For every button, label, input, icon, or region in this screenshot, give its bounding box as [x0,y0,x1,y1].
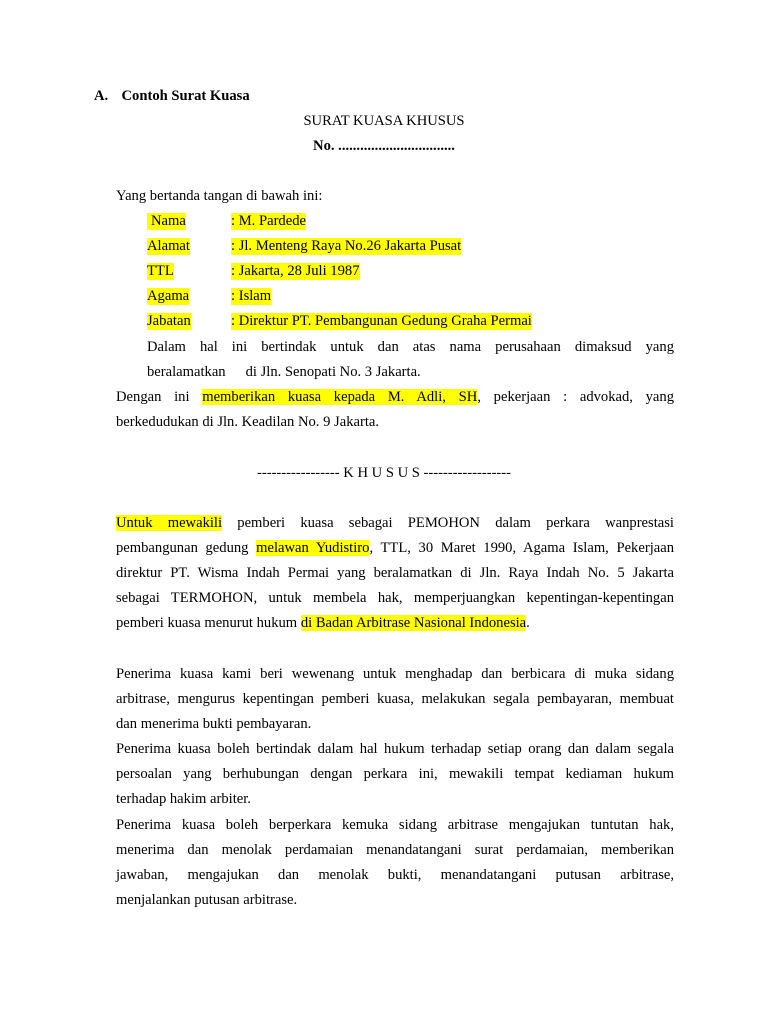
field-value: : M. Pardede [231,213,306,229]
grant-line-1 [116,389,674,406]
section-title: Contoh Surat Kuasa [121,88,250,104]
field-label: Alamat [147,238,190,254]
para1-line-1: Penerima kuasa kami beri wewenang untuk menghadap dan berbicara di muka sidang [116,666,674,682]
para2-line-3: terhadap hakim arbiter. [116,791,251,807]
para3-line-4: menjalankan putusan arbitrase. [116,892,298,908]
special-line-4: sebagai TERMOHON, untuk membela hak, memperjuangkan kepentingan-kepentingan [116,590,674,606]
special-line-3: direktur PT. Wisma Indah Permai yang beralamatkan di Jln. Raya Indah No. 5 Jakarta [116,565,674,581]
acting-line-2a: beralamatkan [147,364,226,380]
acting-line-2 [147,364,421,381]
acting-line-2b: di Jln. Senopati No. 3 Jakarta. [245,364,421,380]
section-letter: A. [94,88,109,104]
para3-line-3: jawaban, mengajukan dan menolak bukti, menandatangani putusan arbitrase, [116,867,674,883]
special-text: pembangunan gedung [116,540,249,556]
special-text: . [526,615,530,631]
para2-line-1: Penerima kuasa boleh bertindak dalam hal hukum terhadap setiap orang dan dalam segala [116,741,674,757]
field-label: Agama [147,288,190,304]
grant-highlight: memberikan kuasa kepada M. Adli, SH [202,389,478,405]
field-value: : Islam [231,288,272,304]
para1-line-2: arbitrase, mengurus kepentingan pemberi kuasa, melakukan segala pembayaran, membuat [116,691,674,707]
special-line-5 [116,615,530,632]
para1-line-3: dan menerima bukti pembayaran. [116,716,312,732]
special-text: pemberi kuasa sebagai PEMOHON dalam perkara wanprestasi [237,515,674,531]
field-value: : Jakarta, 28 Juli 1987 [231,263,360,279]
special-line-1 [116,515,674,532]
section-heading [94,88,250,105]
special-highlight-2: melawan Yudistiro [256,540,370,556]
para2-line-2: persoalan yang berhubungan dengan perkara ini, mewakili tempat kediaman hukum [116,766,674,782]
field-label: Jabatan [147,313,191,329]
field-value: : Jl. Menteng Raya No.26 Jakarta Pusat [231,238,462,254]
field-label: TTL [147,263,174,279]
special-text: , TTL, 30 Maret 1990, Agama Islam, Pekerjaan [369,540,674,556]
document-number: No. ................................ [313,138,455,154]
grant-post: , pekerjaan : advokad, yang [477,389,675,405]
grant-pre: Dengan ini [116,389,190,405]
field-label: Nama [147,213,186,230]
special-highlight-3: di Badan Arbitrase Nasional Indonesia [300,615,527,631]
acting-line-1: Dalam hal ini bertindak untuk dan atas nama perusahaan dimaksud yang [147,339,674,355]
para3-line-2: menerima dan menolak perdamaian menandatangani surat perdamaian, memberikan [116,842,674,858]
intro-text: Yang bertanda tangan di bawah ini: [116,188,323,204]
special-line-2 [116,540,674,557]
special-text: pemberi kuasa menurut hukum [116,615,298,631]
document-title: SURAT KUASA KHUSUS [303,113,465,129]
para3-line-1: Penerima kuasa boleh berperkara kemuka sidang arbitrase mengajukan tuntutan hak, [116,817,674,833]
field-value: : Direktur PT. Pembangunan Gedung Graha Permai [231,313,532,329]
special-highlight-1: Untuk mewakili [116,515,223,531]
grant-line-2: berkedudukan di Jln. Keadilan No. 9 Jakarta. [116,414,380,430]
khusus-divider: ----------------- K H U S U S ------------------ [256,465,512,481]
